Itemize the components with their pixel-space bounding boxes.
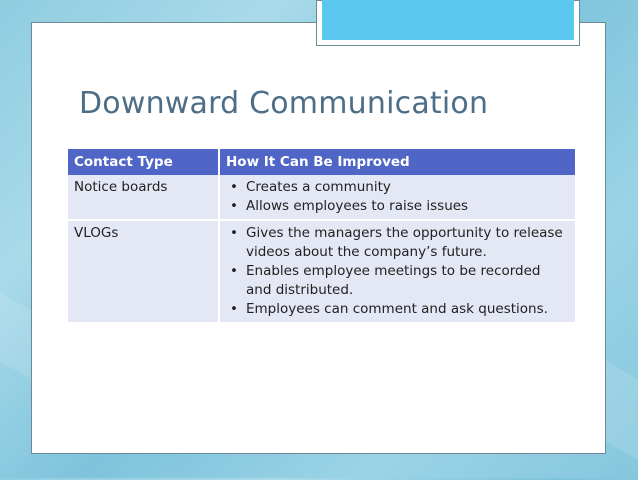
bullet-icon: • [230, 179, 238, 195]
bullet-list [226, 178, 569, 216]
cell-improvements [219, 220, 575, 322]
bullet-icon: • [230, 198, 238, 214]
table-row [68, 220, 575, 322]
cell-improvements [219, 175, 575, 220]
bullet-item [226, 178, 569, 197]
bullet-item [226, 197, 569, 216]
accent-bar [322, 0, 574, 40]
bullet-list [226, 224, 569, 319]
bullet-text: Creates a community [246, 179, 391, 195]
bullet-icon: • [230, 225, 238, 241]
cell-contact-type: Notice boards [68, 175, 219, 220]
bullet-text: Employees can comment and ask questions. [246, 301, 548, 317]
bullet-item [226, 262, 569, 300]
header-how-improved: How It Can Be Improved [219, 149, 575, 175]
contact-table [68, 149, 575, 322]
bullet-item [226, 300, 569, 319]
slide-title: Downward Communication [79, 86, 489, 121]
bullet-icon: • [230, 301, 238, 317]
bullet-text: Allows employees to raise issues [246, 198, 469, 214]
cell-contact-type: VLOGs [68, 220, 219, 322]
bullet-text: Enables employee meetings to be recorded and distributed. [246, 263, 541, 298]
header-contact-type: Contact Type [68, 149, 219, 175]
table-header-row [68, 149, 575, 175]
table-row [68, 175, 575, 220]
bullet-item [226, 224, 569, 262]
bullet-icon: • [230, 263, 238, 279]
bullet-text: Gives the managers the opportunity to release videos about the company’s future. [246, 225, 563, 260]
